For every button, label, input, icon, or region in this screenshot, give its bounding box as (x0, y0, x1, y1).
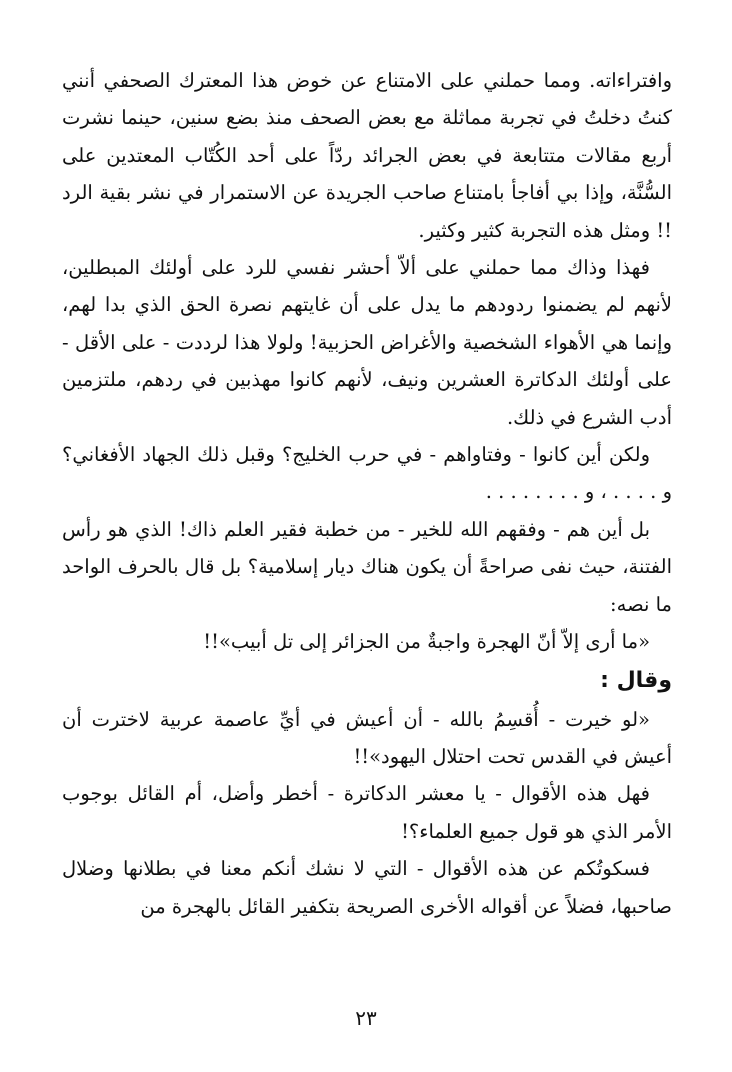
section-heading: وقال : (600, 667, 672, 693)
paragraph-2: فهذا وذاك مما حملني على ألاّ أحشر نفسي للرد على أولئك المبطلين، لأنهم لم يضمنوا ردودهم ما يدل على أن غايتهم نصرة الحق الذي بدا لهم، وإنما هي الأهواء الشخصية والأغراض الحزبية! ولولا هذا لرددت - على الأقل - على أولئك الدكاترة العشرين ونيف، لأنهم كانوا مهذبين في ردهم، ملتزمين أدب الشرع في ذلك. (62, 256, 672, 429)
quote-1: «ما أرى إلاّ أنّ الهجرة واجبةٌ من الجزائر إلى تل أبيب»!! (203, 630, 650, 654)
quote-2: «لو خيرت - أُقسِمُ بالله - أن أعيش في أيِّ عاصمة عربية لاخترت أن أعيش في القدس تحت احتلال اليهود»!! (62, 707, 672, 768)
page-number: ٢٣ (355, 1006, 377, 1030)
paragraph-4: بل أين هم - وفقهم الله للخير - من خطبة فقير العلم ذاك! الذي هو رأس الفتنة، حيث نفى صراحةً أن يكون هناك ديار إسلامية؟ بل قال بالحرف الواحد ما نصه: (62, 517, 672, 616)
paragraph-1: وافتراءاته. ومما حملني على الامتناع عن خوض هذا المعترك الصحفي أنني كنتُ دخلتُ في تجربة مماثلة مع بعض الصحف منذ بضع سنين، حينما نشرت أربع مقالات متتابعة في بعض الجرائد ردّاً على أحد الكُتّاب المعتدين على السُّنَّة، وإذا بي أفاجأ بامتناع صاحب الجريدة عن الاستمرار في نشر بقية الرد !! ومثل هذه التجربة كثير وكثير. (62, 69, 672, 242)
paragraph-6: فسكوتُكم عن هذه الأقوال - التي لا نشك أنكم معنا في بطلانها وضلال صاحبها، فضلاً عن أقواله الأخرى الصريحة بتكفير القائل بالهجرة من (62, 857, 672, 918)
paragraph-3: ولكن أين كانوا - وفتاواهم - في حرب الخليج؟ وقبل ذلك الجهاد الأفغاني؟ و . . . . ، و . . . . . . . . (62, 443, 672, 504)
body-text (62, 62, 672, 925)
paragraph-5: فهل هذه الأقوال - يا معشر الدكاترة - أخطر وأضل، أم القائل بوجوب الأمر الذي هو قول جميع العلماء؟! (62, 782, 672, 843)
